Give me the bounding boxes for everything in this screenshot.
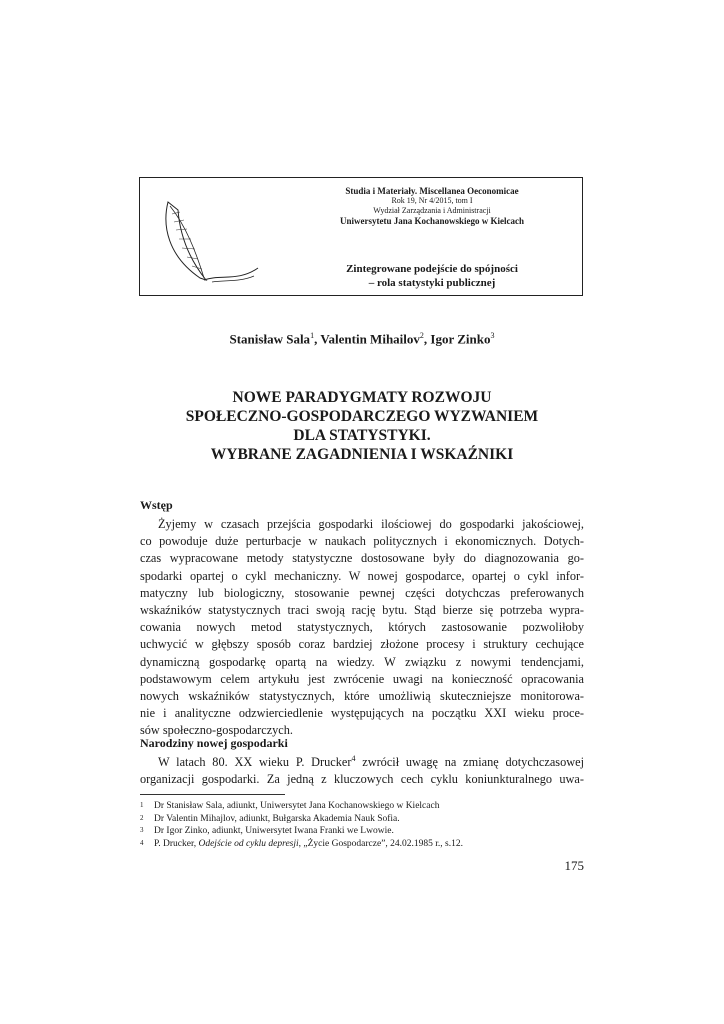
page-number: 175 — [564, 858, 584, 873]
author-footnote-mark[interactable]: 1 — [310, 331, 315, 340]
footnote-mark[interactable]: 4 — [351, 753, 356, 763]
text-line: czas wypracowane metody statystyczne dostosowane były do diagnozowania go- — [140, 551, 584, 566]
footnote-text — [154, 838, 463, 851]
title-line: WYBRANE ZAGADNIENIA I WSKAŹNIKI — [210, 446, 514, 463]
footnote-text-part: , „Życie Gospodarcze”, 24.02.1985 r., s.12. — [298, 838, 463, 849]
footnote-text: Dr Stanisław Sala, adiunkt, Uniwersytet Jana Kochanowskiego w Kielcach — [154, 801, 440, 811]
text-fragment: zwrócił uwagę na zmianę dotychczasowej — [355, 755, 584, 769]
journal-issue: Rok 19, Nr 4/2015, tom I — [391, 196, 473, 205]
text-line: nowych wskaźników statystycznych, które umożliwią skuteczniejsze monitorowa- — [140, 689, 584, 704]
section-heading-intro: Wstęp — [140, 498, 173, 512]
author-footnote-mark[interactable]: 3 — [490, 331, 495, 340]
footnote — [140, 813, 584, 826]
text-line: dynamiczną gospodarkę opartą na wiedzy. W związku z nowymi tendencjami, — [140, 654, 584, 669]
text-line: cowania nowych metod statystycznych, których zastosowanie pozwoliłoby — [140, 620, 584, 635]
issue-theme — [290, 262, 574, 290]
title-line: SPOŁECZNO-GOSPODARCZEGO WYZWANIEM — [185, 408, 539, 425]
title-line: NOWE PARADYGMATY ROZWOJU — [232, 389, 492, 406]
text-line: matyczny lub biologiczny, stosowanie pewnej części dotychczas preferowanych — [140, 585, 584, 600]
text-line: nie i analityczne odzwierciedlenie występujących na początku XXI wieku proce- — [140, 706, 584, 721]
text-line: wskaźników statystycznych traci swoją rację bytu. Stąd bierze się potrzeba wypra- — [140, 603, 584, 618]
new-economy-paragraph — [140, 754, 584, 788]
text-line: uchwycić w głębszy sposób coraz bardziej złożone procesy i struktury cechujące — [140, 637, 584, 652]
text-line: Żyjemy w czasach przejścia gospodarki ilościowej do gospodarki jakościowej, — [158, 517, 584, 531]
text-line — [140, 754, 584, 771]
footnote-text-part: P. Drucker, — [154, 838, 199, 849]
text-line: organizacji gospodarki. Za jedną z kluczowych cech cyklu koniunkturalnego uwa- — [140, 772, 584, 787]
issue-theme-line-1: Zintegrowane podejście do spójności — [346, 263, 518, 275]
footnote-number: 4 — [140, 838, 144, 847]
article-title — [0, 388, 724, 464]
journal-university: Uniwersytetu Jana Kochanowskiego w Kielcach — [340, 216, 524, 226]
footnote — [140, 825, 584, 838]
journal-info — [290, 186, 574, 226]
footnote-number: 3 — [140, 826, 144, 835]
footnotes — [140, 800, 584, 850]
footnote-number: 2 — [140, 813, 144, 822]
text-line: spodarki opartej o cykl mechaniczny. W nowej gospodarce, opartej o cykl infor- — [140, 568, 584, 583]
footnote-text: Dr Valentin Mihajlov, adiunkt, Bułgarska Akademia Nauk Sofia. — [154, 813, 400, 824]
intro-paragraph — [140, 516, 584, 740]
journal-header-box — [139, 177, 583, 296]
footnote-text: Dr Igor Zinko, adiunkt, Uniwersytet Iwana Franki we Lwowie. — [154, 826, 394, 837]
journal-name: Studia i Materiały. Miscellanea Oeconomicae — [345, 186, 519, 196]
text-line: podstawowym celem artykułu jest zwrócenie uwagi na konieczność opracowania — [140, 671, 584, 686]
section-heading-new-economy: Narodziny nowej gospodarki — [140, 736, 288, 750]
text-line: sów społeczno-gospodarczych. — [140, 723, 293, 738]
footnote-divider — [140, 794, 285, 795]
issue-theme-line-2: – rola statystyki publicznej — [368, 277, 496, 289]
author-name: Igor Zinko — [430, 331, 491, 347]
footnote — [140, 800, 584, 813]
footnote-number: 1 — [140, 801, 144, 809]
cited-title: Odejście od cyklu depresji — [198, 838, 299, 849]
author-list: Stanisław Sala$^1$, Valentin Mihailov$^2$, Igor Zinko$^3$ — [229, 331, 495, 347]
text-line: co powoduje duże perturbacje w naukach politycznych i ekonomicznych. Dotych- — [140, 534, 584, 549]
quill-icon — [160, 196, 260, 286]
journal-faculty: Wydział Zarządzania i Administracji — [373, 206, 491, 215]
title-line: DLA STATYSTYKI. — [293, 427, 431, 444]
text-fragment: W latach 80. XX wieku P. Drucker — [158, 755, 352, 769]
author-name: Valentin Mihailov — [320, 331, 420, 347]
author-name: Stanisław Sala — [229, 331, 311, 347]
author-footnote-mark[interactable]: 2 — [419, 331, 424, 340]
footnote — [140, 838, 584, 851]
